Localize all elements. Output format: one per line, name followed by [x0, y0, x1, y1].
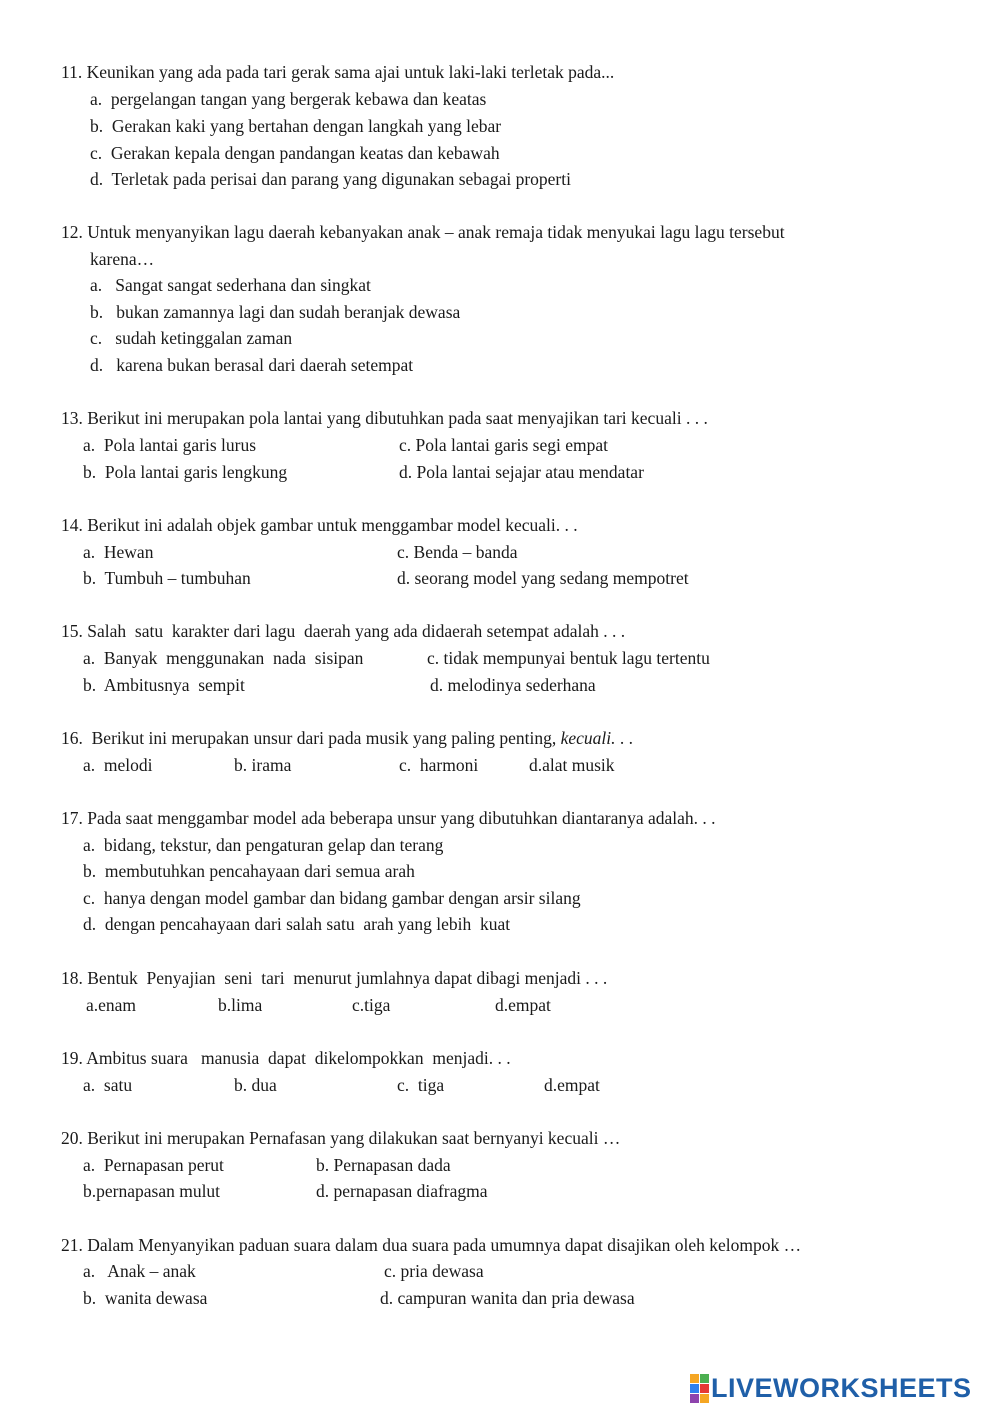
question-16-stem-emphasis: kecuali.: [560, 728, 616, 748]
question-17-stem: 17. Pada saat menggambar model ada beberapa unsur yang dibutuhkan diantaranya adalah. . .: [61, 808, 716, 828]
question-18-option-c[interactable]: c.tiga: [352, 995, 391, 1015]
question-18-stem: 18. Bentuk Penyajian seni tari menurut jumlahnya dapat dibagi menjadi . . .: [61, 968, 608, 988]
question-20-option-b[interactable]: b. Pernapasan dada: [316, 1155, 451, 1175]
question-21-option-c[interactable]: c. pria dewasa: [384, 1261, 484, 1281]
question-16-option-a[interactable]: a. melodi: [83, 755, 153, 775]
question-11-option-a[interactable]: a. pergelangan tangan yang bergerak kebawa dan keatas: [90, 89, 487, 109]
question-19-option-a[interactable]: a. satu: [83, 1075, 133, 1095]
question-13-option-c[interactable]: c. Pola lantai garis segi empat: [399, 435, 608, 455]
question-16-stem: [61, 727, 633, 749]
question-16-option-b[interactable]: b. irama: [234, 755, 292, 775]
liveworksheets-logo: [690, 1373, 972, 1404]
question-16-option-c[interactable]: c. harmoni: [399, 755, 479, 775]
question-17-option-a[interactable]: a. bidang, tekstur, dan pengaturan gelap dan terang: [83, 835, 444, 855]
question-17-option-b[interactable]: b. membutuhkan pencahayaan dari semua arah: [83, 861, 415, 881]
question-12-stem: 12. Untuk menyanyikan lagu daerah kebanyakan anak – anak remaja tidak menyukai lagu lagu tersebut: [61, 222, 785, 242]
question-12-stem-continued: karena…: [90, 249, 155, 269]
question-17-option-c[interactable]: c. hanya dengan model gambar dan bidang gambar dengan arsir silang: [83, 888, 581, 908]
question-18-option-a[interactable]: a.enam: [86, 995, 137, 1015]
question-19-option-b[interactable]: b. dua: [234, 1075, 277, 1095]
question-21-option-a[interactable]: a. Anak – anak: [83, 1261, 196, 1281]
question-15-option-b[interactable]: b. Ambitusnya sempit: [83, 675, 245, 695]
question-11-option-b[interactable]: b. Gerakan kaki yang bertahan dengan langkah yang lebar: [90, 116, 502, 136]
question-16-option-d[interactable]: d.alat musik: [529, 755, 615, 775]
question-17-option-d[interactable]: d. dengan pencahayaan dari salah satu arah yang lebih kuat: [83, 914, 511, 934]
question-20-option-a[interactable]: a. Pernapasan perut: [83, 1155, 224, 1175]
question-13-option-d[interactable]: d. Pola lantai sejajar atau mendatar: [399, 462, 644, 482]
question-16-stem-text: 16. Berikut ini merupakan unsur dari pada musik yang paling penting,: [61, 728, 561, 748]
question-19-stem: 19. Ambitus suara manusia dapat dikelompokkan menjadi. . .: [61, 1048, 511, 1068]
liveworksheets-logo-icon: [690, 1374, 709, 1403]
question-13-stem: 13. Berikut ini merupakan pola lantai yang dibutuhkan pada saat menyajikan tari kecuali . . .: [61, 408, 708, 428]
question-20-stem: 20. Berikut ini merupakan Pernafasan yang dilakukan saat bernyanyi kecuali …: [61, 1128, 621, 1148]
question-18-option-d[interactable]: d.empat: [495, 995, 551, 1015]
question-11-option-d[interactable]: d. Terletak pada perisai dan parang yang digunakan sebagai properti: [90, 169, 571, 189]
question-11-stem: 11. Keunikan yang ada pada tari gerak sama ajai untuk laki-laki terletak pada...: [61, 62, 615, 82]
question-12-option-c[interactable]: c. sudah ketinggalan zaman: [90, 328, 293, 348]
question-14-option-d[interactable]: d. seorang model yang sedang mempotret: [397, 568, 689, 588]
question-15-option-c[interactable]: c. tidak mempunyai bentuk lagu tertentu: [427, 648, 710, 668]
question-12-option-d[interactable]: d. karena bukan berasal dari daerah setempat: [90, 355, 414, 375]
liveworksheets-logo-text: LIVEWORKSHEETS: [711, 1373, 972, 1403]
question-11-option-c[interactable]: c. Gerakan kepala dengan pandangan keatas dan kebawah: [90, 143, 500, 163]
question-13-option-a[interactable]: a. Pola lantai garis lurus: [83, 435, 257, 455]
question-14-option-a[interactable]: a. Hewan: [83, 542, 154, 562]
question-20-option-d[interactable]: d. pernapasan diafragma: [316, 1181, 488, 1201]
question-15-option-d[interactable]: d. melodinya sederhana: [430, 675, 596, 695]
question-18-option-b[interactable]: b.lima: [218, 995, 263, 1015]
question-20-option-c[interactable]: b.pernapasan mulut: [83, 1181, 221, 1201]
question-12-option-b[interactable]: b. bukan zamannya lagi dan sudah beranjak dewasa: [90, 302, 461, 322]
question-19-option-c[interactable]: c. tiga: [397, 1075, 445, 1095]
question-14-option-c[interactable]: c. Benda – banda: [397, 542, 518, 562]
question-13-option-b[interactable]: b. Pola lantai garis lengkung: [83, 462, 288, 482]
question-21-option-d[interactable]: d. campuran wanita dan pria dewasa: [380, 1288, 635, 1308]
question-12-option-a[interactable]: a. Sangat sangat sederhana dan singkat: [90, 275, 371, 295]
question-19-option-d[interactable]: d.empat: [544, 1075, 600, 1095]
question-21-stem: 21. Dalam Menyanyikan paduan suara dalam dua suara pada umumnya dapat disajikan oleh kelompok …: [61, 1235, 802, 1255]
question-14-option-b[interactable]: b. Tumbuh – tumbuhan: [83, 568, 251, 588]
question-14-stem: 14. Berikut ini adalah objek gambar untuk menggambar model kecuali. . .: [61, 515, 578, 535]
question-21-option-b[interactable]: b. wanita dewasa: [83, 1288, 208, 1308]
question-16-stem-ellipsis: . .: [615, 728, 634, 748]
question-15-option-a[interactable]: a. Banyak menggunakan nada sisipan: [83, 648, 364, 668]
question-15-stem: 15. Salah satu karakter dari lagu daerah yang ada didaerah setempat adalah . . .: [61, 621, 626, 641]
